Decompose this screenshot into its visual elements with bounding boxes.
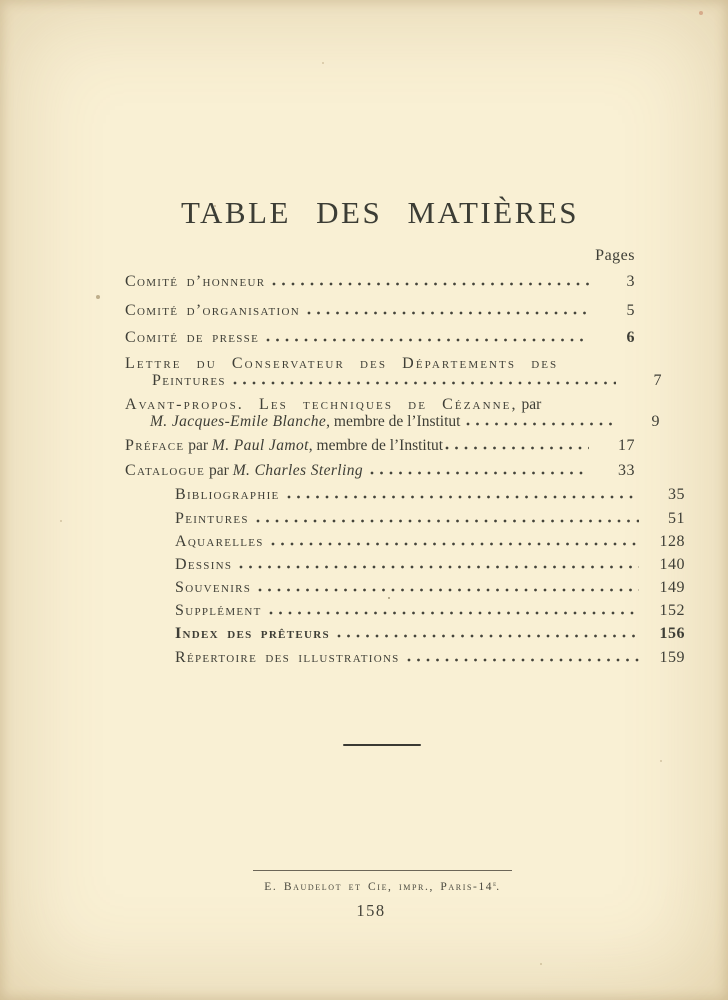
paper-speckles xyxy=(0,0,2,2)
toc-entry-page: 3 xyxy=(626,273,635,290)
toc-entry-label: Catalogue xyxy=(125,462,206,479)
toc-entry-label-plain: par xyxy=(184,437,212,454)
pages-column-header: Pages xyxy=(595,247,635,264)
toc-entry-label: Avant-propos. Les techniques de Cézanne, xyxy=(125,396,518,413)
printer-imprint-period: . xyxy=(496,881,501,893)
toc-entry-label: Comité de presse xyxy=(125,329,260,346)
dot-leader xyxy=(445,446,589,450)
toc-entry xyxy=(125,462,635,479)
toc-entry-author: M. Jacques-Emile Blanche xyxy=(150,413,327,430)
toc-entry-author: M. Charles Sterling xyxy=(232,462,364,479)
toc-entry-label: Index des prêteurs xyxy=(175,625,330,642)
toc-entry xyxy=(125,273,635,290)
toc-entry-page: 140 xyxy=(659,556,685,573)
toc-entry-label-plain: par xyxy=(517,396,542,413)
dot-leader xyxy=(337,634,639,638)
toc-entry-label: Comité d’honneur xyxy=(125,273,266,290)
toc-entry-label: Aquarelles xyxy=(175,533,264,550)
toc-entry-label: Dessins xyxy=(175,556,233,573)
dot-leader xyxy=(256,519,639,523)
dot-leader xyxy=(307,311,589,315)
dot-leader xyxy=(269,611,639,615)
page-title: TABLE DES MATIÈRES xyxy=(180,195,580,230)
toc-entry-page: 152 xyxy=(659,602,685,619)
toc-entry-page: 9 xyxy=(651,413,660,430)
toc-entry-line1 xyxy=(125,355,635,372)
toc-entry xyxy=(125,486,685,503)
toc-entry-label: Lettre du Conservateur des Départements des xyxy=(125,355,559,372)
toc-entry-label: Supplément xyxy=(175,602,262,619)
toc-entry-label: Souvenirs xyxy=(175,579,252,596)
toc-entry-line2 xyxy=(125,413,660,430)
dot-leader xyxy=(407,658,639,662)
dot-leader xyxy=(258,588,639,592)
dot-leader xyxy=(287,495,639,499)
toc-entry-page: 7 xyxy=(653,372,662,389)
toc-entry-page: 33 xyxy=(618,462,635,479)
dot-leader xyxy=(239,565,639,569)
toc-entry xyxy=(125,329,635,346)
toc-entry-label-plain: , membre de l’Institut xyxy=(308,437,444,454)
toc-entry-page: 128 xyxy=(659,533,685,550)
toc-entry-page: 156 xyxy=(659,625,685,642)
toc-entry xyxy=(125,510,685,527)
toc-entry-page: 149 xyxy=(659,579,685,596)
toc-entry-page: 6 xyxy=(626,329,635,346)
toc-entry-label: Comité d’organisation xyxy=(125,302,300,319)
toc-entry-label: Répertoire des illustrations xyxy=(175,649,400,666)
toc-entry xyxy=(125,602,685,619)
toc-entry xyxy=(125,437,635,454)
dot-leader xyxy=(466,422,614,426)
printer-imprint-text: E. Baudelot et Cie, impr., Paris-14 xyxy=(264,881,494,893)
toc-entry-page: 35 xyxy=(668,486,685,503)
toc-entry-page: 5 xyxy=(626,302,635,319)
toc-entry xyxy=(125,579,685,596)
toc-entry-label: Peintures xyxy=(152,372,226,389)
dot-leader xyxy=(266,338,589,342)
toc-entry-label: Peintures xyxy=(175,510,249,527)
toc-entry xyxy=(125,556,685,573)
toc-entry xyxy=(125,625,685,642)
toc-entry-line2 xyxy=(125,372,662,389)
toc-entry xyxy=(125,533,685,550)
toc-entry-line1 xyxy=(125,396,635,413)
toc-entry xyxy=(125,649,685,666)
dot-leader xyxy=(272,282,589,286)
toc-entry-author: M. Paul Jamot xyxy=(211,437,309,454)
toc-entry-page: 159 xyxy=(659,649,685,666)
dot-leader xyxy=(370,471,589,475)
dot-leader xyxy=(271,542,639,546)
toc-entry-page: 51 xyxy=(668,510,685,527)
folio-number: 158 xyxy=(356,901,386,920)
imprint-rule xyxy=(253,870,512,871)
toc-entry-label: Préface xyxy=(125,437,185,454)
toc-entry-label-plain: , membre de l’Institut xyxy=(326,413,465,430)
printer-imprint-superscript: e xyxy=(493,879,497,888)
toc-entry-page: 17 xyxy=(618,437,635,454)
toc-entry-label: Bibliographie xyxy=(175,486,280,503)
printer-imprint xyxy=(125,876,640,892)
toc-entry-label-plain: par xyxy=(205,462,233,479)
toc-entry xyxy=(125,302,635,319)
section-divider-rule xyxy=(343,744,421,746)
dot-leader xyxy=(233,381,616,385)
